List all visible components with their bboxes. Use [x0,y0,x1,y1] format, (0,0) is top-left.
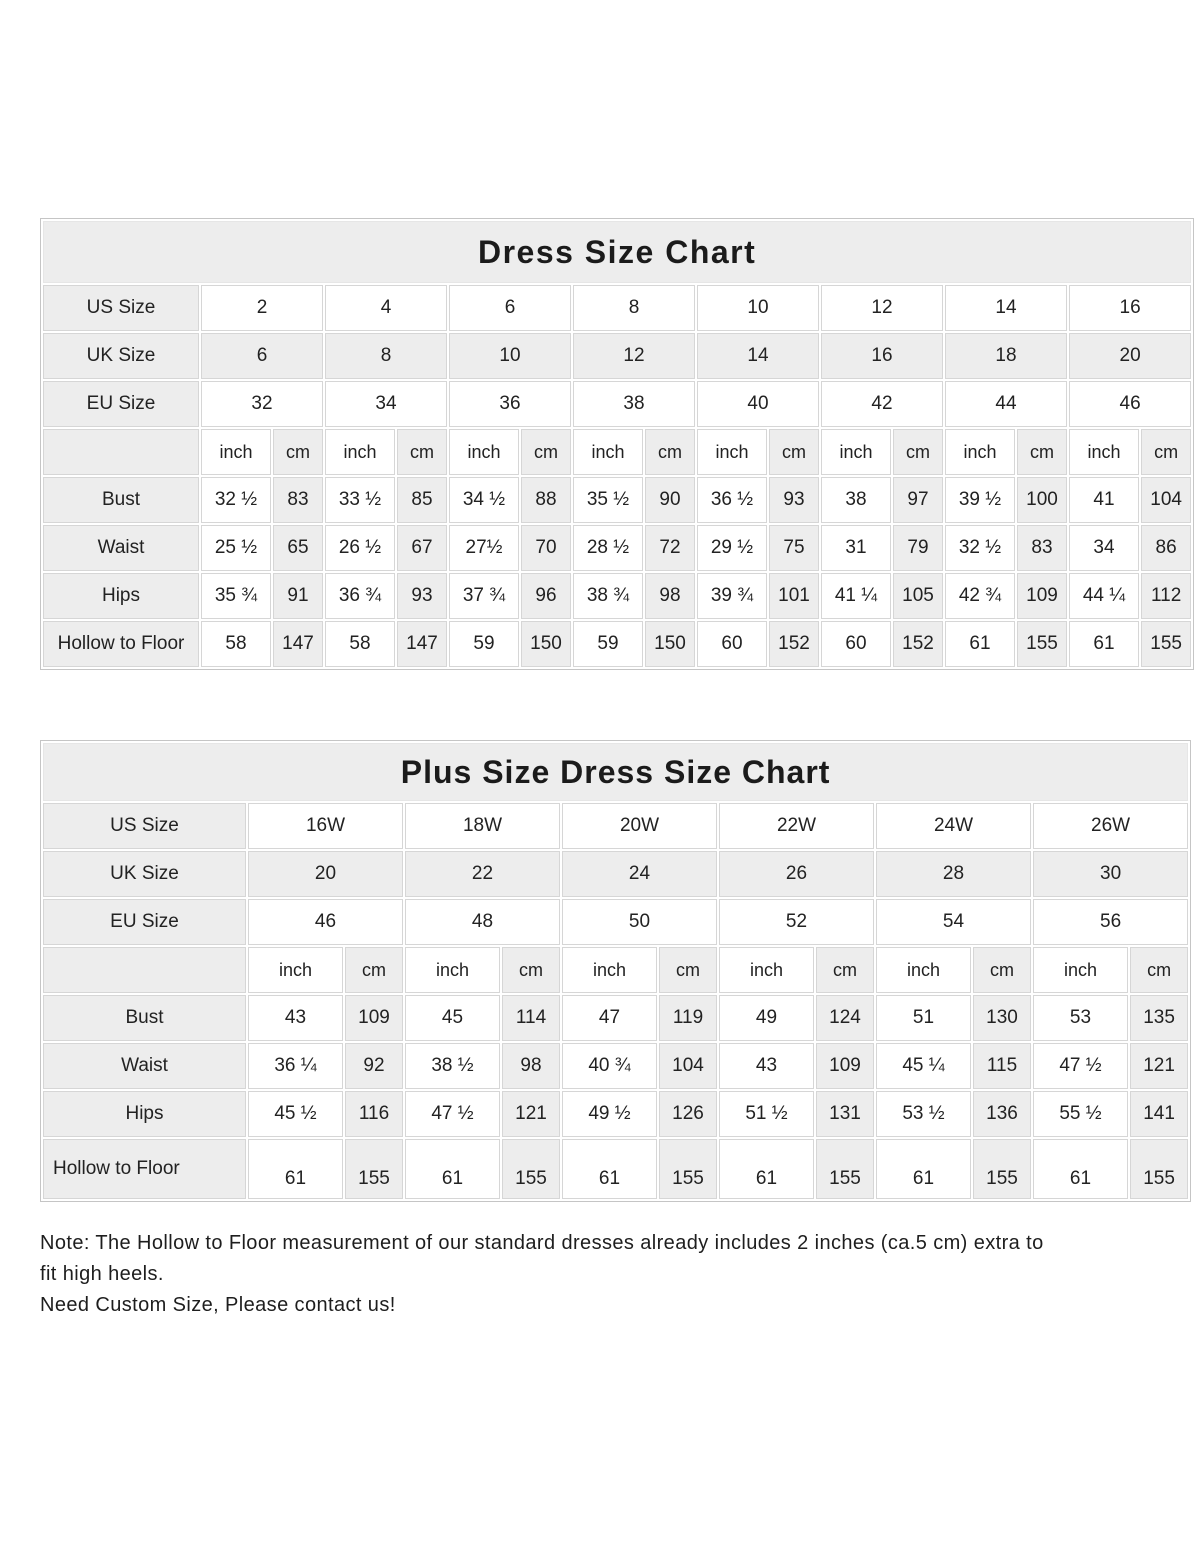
measurement-inch-cell: 47 ½ [405,1091,500,1137]
unit-cm-cell: cm [1130,947,1188,993]
unit-inch-cell: inch [449,429,519,475]
size-value-cell: 22 [405,851,560,897]
measurement-inch-cell: 47 ½ [1033,1043,1128,1089]
measurement-cm-cell: 155 [973,1139,1031,1199]
unit-cm-cell: cm [816,947,874,993]
measurement-cm-cell: 72 [645,525,695,571]
size-value-cell: 44 [945,381,1067,427]
measurement-inch-cell: 45 ½ [248,1091,343,1137]
measurement-cm-cell: 155 [502,1139,560,1199]
measurement-cm-cell: 155 [1017,621,1067,667]
measurement-inch-cell: 49 [719,995,814,1041]
chart-title: Dress Size Chart [43,221,1191,283]
size-value-cell: 20W [562,803,717,849]
size-value-cell: 38 [573,381,695,427]
measurement-cm-cell: 65 [273,525,323,571]
size-label-cell: UK Size [43,851,246,897]
measurement-cm-cell: 130 [973,995,1031,1041]
unit-inch-cell: inch [325,429,395,475]
measurement-cm-cell: 90 [645,477,695,523]
measurement-inch-cell: 60 [821,621,891,667]
measurement-inch-cell: 45 [405,995,500,1041]
measurement-cm-cell: 98 [502,1043,560,1089]
unit-cm-cell: cm [397,429,447,475]
measurement-inch-cell: 37 ¾ [449,573,519,619]
measurement-inch-cell: 39 ½ [945,477,1015,523]
measurement-inch-cell: 59 [573,621,643,667]
size-chart-page [0,218,1200,1566]
measurement-inch-cell: 53 [1033,995,1128,1041]
size-label-cell: US Size [43,285,199,331]
size-value-cell: 28 [876,851,1031,897]
measurement-cm-cell: 93 [769,477,819,523]
measurement-inch-cell: 36 ½ [697,477,767,523]
measurement-cm-cell: 109 [816,1043,874,1089]
measurement-inch-cell: 41 [1069,477,1139,523]
measurement-cm-cell: 96 [521,573,571,619]
size-value-cell: 46 [248,899,403,945]
size-value-cell: 40 [697,381,819,427]
measurement-cm-cell: 152 [769,621,819,667]
measurement-cm-cell: 79 [893,525,943,571]
measurement-label-cell: Waist [43,525,199,571]
measurement-inch-cell: 25 ½ [201,525,271,571]
measurement-cm-cell: 91 [273,573,323,619]
size-label-cell: UK Size [43,333,199,379]
size-value-cell: 4 [325,285,447,331]
measurement-inch-cell: 32 ½ [201,477,271,523]
measurement-cm-cell: 85 [397,477,447,523]
unit-cm-cell: cm [273,429,323,475]
size-value-cell: 12 [573,333,695,379]
measurement-cm-cell: 100 [1017,477,1067,523]
size-value-cell: 20 [1069,333,1191,379]
unit-inch-cell: inch [562,947,657,993]
measurement-cm-cell: 114 [502,995,560,1041]
measurement-inch-cell: 47 [562,995,657,1041]
measurement-inch-cell: 61 [945,621,1015,667]
measurement-cm-cell: 97 [893,477,943,523]
measurement-cm-cell: 115 [973,1043,1031,1089]
measurement-inch-cell: 51 [876,995,971,1041]
measurement-inch-cell: 61 [876,1139,971,1199]
measurement-inch-cell: 60 [697,621,767,667]
measurement-cm-cell: 104 [659,1043,717,1089]
measurement-inch-cell: 31 [821,525,891,571]
measurement-inch-cell: 39 ¾ [697,573,767,619]
unit-cm-cell: cm [659,947,717,993]
unit-inch-cell: inch [573,429,643,475]
measurement-inch-cell: 33 ½ [325,477,395,523]
size-value-cell: 2 [201,285,323,331]
unit-inch-cell: inch [1069,429,1139,475]
measurement-cm-cell: 152 [893,621,943,667]
measurement-cm-cell: 155 [1130,1139,1188,1199]
size-value-cell: 16 [821,333,943,379]
size-value-cell: 26 [719,851,874,897]
size-value-cell: 34 [325,381,447,427]
measurement-cm-cell: 131 [816,1091,874,1137]
measurement-label-cell: Bust [43,477,199,523]
measurement-cm-cell: 150 [645,621,695,667]
measurement-inch-cell: 38 ¾ [573,573,643,619]
measurement-inch-cell: 61 [405,1139,500,1199]
unit-inch-cell: inch [405,947,500,993]
measurement-inch-cell: 26 ½ [325,525,395,571]
size-label-cell: EU Size [43,381,199,427]
measurement-inch-cell: 61 [248,1139,343,1199]
unit-inch-cell: inch [1033,947,1128,993]
measurement-inch-cell: 40 ¾ [562,1043,657,1089]
size-value-cell: 46 [1069,381,1191,427]
measurement-inch-cell: 42 ¾ [945,573,1015,619]
measurement-inch-cell: 34 ½ [449,477,519,523]
measurement-cm-cell: 147 [397,621,447,667]
measurement-inch-cell: 49 ½ [562,1091,657,1137]
measurement-cm-cell: 141 [1130,1091,1188,1137]
measurement-label-cell: Hollow to Floor [43,1139,246,1199]
size-value-cell: 26W [1033,803,1188,849]
size-value-cell: 6 [201,333,323,379]
measurement-inch-cell: 51 ½ [719,1091,814,1137]
measurement-cm-cell: 93 [397,573,447,619]
size-value-cell: 8 [325,333,447,379]
note-line: fit high heels. [40,1263,164,1285]
size-value-cell: 10 [697,285,819,331]
measurement-inch-cell: 27½ [449,525,519,571]
standard-size-chart-table [40,218,1194,670]
measurement-inch-cell: 35 ½ [573,477,643,523]
measurement-cm-cell: 116 [345,1091,403,1137]
size-value-cell: 18W [405,803,560,849]
measurement-cm-cell: 155 [659,1139,717,1199]
measurement-inch-cell: 36 ¼ [248,1043,343,1089]
measurement-cm-cell: 98 [645,573,695,619]
measurement-inch-cell: 58 [325,621,395,667]
measurement-label-cell: Hips [43,1091,246,1137]
unit-inch-cell: inch [945,429,1015,475]
measurement-cm-cell: 147 [273,621,323,667]
unit-row-spacer-cell [43,429,199,475]
measurement-cm-cell: 121 [1130,1043,1188,1089]
size-value-cell: 32 [201,381,323,427]
size-value-cell: 50 [562,899,717,945]
size-value-cell: 14 [697,333,819,379]
size-value-cell: 22W [719,803,874,849]
measurement-inch-cell: 36 ¾ [325,573,395,619]
measurement-cm-cell: 119 [659,995,717,1041]
measurement-cm-cell: 112 [1141,573,1191,619]
measurement-cm-cell: 83 [273,477,323,523]
unit-row-spacer-cell [43,947,246,993]
measurement-cm-cell: 92 [345,1043,403,1089]
measurement-cm-cell: 155 [816,1139,874,1199]
measurement-cm-cell: 155 [1141,621,1191,667]
measurement-inch-cell: 43 [248,995,343,1041]
size-value-cell: 14 [945,285,1067,331]
measurement-inch-cell: 28 ½ [573,525,643,571]
plus-size-chart-table [40,740,1191,1202]
size-value-cell: 36 [449,381,571,427]
measurement-cm-cell: 155 [345,1139,403,1199]
measurement-label-cell: Bust [43,995,246,1041]
measurement-inch-cell: 44 ¼ [1069,573,1139,619]
unit-cm-cell: cm [502,947,560,993]
unit-cm-cell: cm [1141,429,1191,475]
size-value-cell: 52 [719,899,874,945]
size-value-cell: 24 [562,851,717,897]
measurement-cm-cell: 121 [502,1091,560,1137]
measurement-inch-cell: 34 [1069,525,1139,571]
measurement-label-cell: Waist [43,1043,246,1089]
measurement-inch-cell: 58 [201,621,271,667]
unit-cm-cell: cm [973,947,1031,993]
size-value-cell: 16 [1069,285,1191,331]
measurement-cm-cell: 105 [893,573,943,619]
measurement-cm-cell: 88 [521,477,571,523]
size-label-cell: US Size [43,803,246,849]
size-label-cell: EU Size [43,899,246,945]
measurement-cm-cell: 101 [769,573,819,619]
unit-cm-cell: cm [345,947,403,993]
note-line: Need Custom Size, Please contact us! [40,1294,396,1316]
size-value-cell: 8 [573,285,695,331]
size-value-cell: 20 [248,851,403,897]
measurement-cm-cell: 86 [1141,525,1191,571]
size-value-cell: 16W [248,803,403,849]
measurement-inch-cell: 59 [449,621,519,667]
note-line: Note: The Hollow to Floor measurement of our standard dresses already includes 2 inches (ca.5 cm) extra to [40,1232,1044,1254]
measurement-label-cell: Hips [43,573,199,619]
unit-inch-cell: inch [201,429,271,475]
size-value-cell: 56 [1033,899,1188,945]
measurement-cm-cell: 67 [397,525,447,571]
measurement-cm-cell: 124 [816,995,874,1041]
measurement-inch-cell: 41 ¼ [821,573,891,619]
unit-inch-cell: inch [876,947,971,993]
notes-block [40,1228,1160,1321]
size-value-cell: 48 [405,899,560,945]
measurement-inch-cell: 35 ¾ [201,573,271,619]
unit-cm-cell: cm [769,429,819,475]
measurement-label-cell: Hollow to Floor [43,621,199,667]
size-value-cell: 30 [1033,851,1188,897]
measurement-cm-cell: 150 [521,621,571,667]
measurement-inch-cell: 45 ¼ [876,1043,971,1089]
unit-cm-cell: cm [1017,429,1067,475]
unit-inch-cell: inch [697,429,767,475]
size-value-cell: 6 [449,285,571,331]
unit-inch-cell: inch [821,429,891,475]
size-value-cell: 10 [449,333,571,379]
unit-cm-cell: cm [645,429,695,475]
unit-cm-cell: cm [893,429,943,475]
measurement-inch-cell: 61 [562,1139,657,1199]
measurement-cm-cell: 83 [1017,525,1067,571]
size-value-cell: 12 [821,285,943,331]
measurement-inch-cell: 61 [719,1139,814,1199]
size-value-cell: 24W [876,803,1031,849]
measurement-cm-cell: 70 [521,525,571,571]
measurement-inch-cell: 38 [821,477,891,523]
measurement-inch-cell: 32 ½ [945,525,1015,571]
size-value-cell: 42 [821,381,943,427]
measurement-inch-cell: 38 ½ [405,1043,500,1089]
measurement-cm-cell: 126 [659,1091,717,1137]
measurement-cm-cell: 136 [973,1091,1031,1137]
size-chart-tables [0,218,1200,1202]
measurement-cm-cell: 104 [1141,477,1191,523]
size-value-cell: 54 [876,899,1031,945]
measurement-inch-cell: 43 [719,1043,814,1089]
measurement-cm-cell: 75 [769,525,819,571]
unit-inch-cell: inch [719,947,814,993]
measurement-inch-cell: 55 ½ [1033,1091,1128,1137]
size-value-cell: 18 [945,333,1067,379]
measurement-cm-cell: 135 [1130,995,1188,1041]
unit-inch-cell: inch [248,947,343,993]
measurement-inch-cell: 61 [1069,621,1139,667]
measurement-inch-cell: 61 [1033,1139,1128,1199]
measurement-cm-cell: 109 [345,995,403,1041]
measurement-inch-cell: 29 ½ [697,525,767,571]
measurement-inch-cell: 53 ½ [876,1091,971,1137]
measurement-cm-cell: 109 [1017,573,1067,619]
unit-cm-cell: cm [521,429,571,475]
chart-title: Plus Size Dress Size Chart [43,743,1188,801]
